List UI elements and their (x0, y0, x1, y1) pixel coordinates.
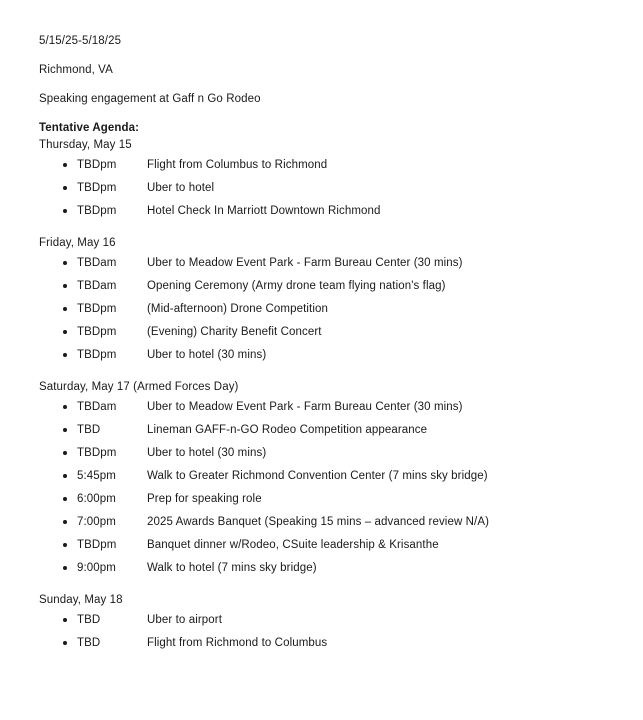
list-item (39, 302, 603, 316)
bullet-icon (63, 209, 67, 213)
day-block-saturday (39, 380, 603, 575)
list-item (39, 446, 603, 460)
bullet-icon (63, 474, 67, 478)
list-item (39, 492, 603, 506)
item-desc: 2025 Awards Banquet (Speaking 15 mins – advanced review N/A) (147, 516, 490, 528)
item-time: TBDpm (77, 539, 117, 551)
list-item (39, 181, 603, 195)
bullet-icon (63, 543, 67, 547)
item-time: TBDpm (77, 349, 117, 361)
item-time: TBDpm (77, 205, 117, 217)
list-item (39, 279, 603, 293)
list-item (39, 636, 603, 650)
day-block-sunday (39, 593, 603, 650)
list-item (39, 515, 603, 529)
day-items (39, 158, 603, 218)
item-time: TBD (77, 424, 101, 436)
bullet-icon (63, 520, 67, 524)
item-desc: Prep for speaking role (147, 493, 262, 505)
bullet-icon (63, 566, 67, 570)
item-time: TBDpm (77, 159, 117, 171)
list-item (39, 400, 603, 414)
list-item (39, 204, 603, 218)
list-item (39, 256, 603, 270)
item-time: TBDam (77, 280, 117, 292)
item-time: TBDpm (77, 303, 117, 315)
list-item (39, 469, 603, 483)
day-block-thursday (39, 138, 603, 218)
day-items (39, 256, 603, 362)
list-item (39, 348, 603, 362)
item-time: 6:00pm (77, 493, 116, 505)
day-title: Thursday, May 15 (39, 139, 132, 151)
item-desc: Flight from Columbus to Richmond (147, 159, 328, 171)
item-desc: Hotel Check In Marriott Downtown Richmond (147, 205, 381, 217)
item-time: TBDpm (77, 182, 117, 194)
list-item (39, 561, 603, 575)
item-desc: Uber to hotel (30 mins) (147, 349, 267, 361)
item-desc: (Mid-afternoon) Drone Competition (147, 303, 328, 315)
item-desc: Uber to airport (147, 614, 223, 626)
day-items (39, 400, 603, 575)
trip-dates: 5/15/25-5/18/25 (39, 35, 122, 47)
item-time: TBDam (77, 401, 117, 413)
item-desc: Opening Ceremony (Army drone team flying nation's flag) (147, 280, 446, 292)
day-title: Friday, May 16 (39, 237, 116, 249)
bullet-icon (63, 497, 67, 501)
list-item (39, 613, 603, 627)
list-item (39, 325, 603, 339)
bullet-icon (63, 330, 67, 334)
day-block-friday (39, 236, 603, 362)
item-desc: Uber to Meadow Event Park - Farm Bureau Center (30 mins) (147, 257, 463, 269)
item-desc: (Evening) Charity Benefit Concert (147, 326, 322, 338)
item-desc: Uber to Meadow Event Park - Farm Bureau Center (30 mins) (147, 401, 463, 413)
bullet-icon (63, 451, 67, 455)
item-time: TBDam (77, 257, 117, 269)
day-items (39, 613, 603, 650)
item-time: TBD (77, 637, 101, 649)
bullet-icon (63, 353, 67, 357)
bullet-icon (63, 307, 67, 311)
item-time: TBDpm (77, 326, 117, 338)
list-item (39, 158, 603, 172)
item-time: 7:00pm (77, 516, 116, 528)
bullet-icon (63, 405, 67, 409)
trip-purpose: Speaking engagement at Gaff n Go Rodeo (39, 93, 261, 105)
bullet-icon (63, 163, 67, 167)
day-title: Sunday, May 18 (39, 594, 123, 606)
agenda-heading: Tentative Agenda: (39, 122, 140, 134)
bullet-icon (63, 186, 67, 190)
item-desc: Walk to hotel (7 mins sky bridge) (147, 562, 317, 574)
bullet-icon (63, 428, 67, 432)
bullet-icon (63, 641, 67, 645)
item-desc: Flight from Richmond to Columbus (147, 637, 328, 649)
item-desc: Uber to hotel (147, 182, 215, 194)
item-time: TBD (77, 614, 101, 626)
item-time: 9:00pm (77, 562, 116, 574)
bullet-icon (63, 261, 67, 265)
item-desc: Uber to hotel (30 mins) (147, 447, 267, 459)
bullet-icon (63, 284, 67, 288)
trip-location: Richmond, VA (39, 64, 113, 76)
list-item (39, 423, 603, 437)
item-time: 5:45pm (77, 470, 116, 482)
day-title: Saturday, May 17 (Armed Forces Day) (39, 381, 239, 393)
bullet-icon (63, 618, 67, 622)
item-desc: Banquet dinner w/Rodeo, CSuite leadership & Krisanthe (147, 539, 439, 551)
list-item (39, 538, 603, 552)
item-desc: Walk to Greater Richmond Convention Center (7 mins sky bridge) (147, 470, 488, 482)
item-desc: Lineman GAFF-n-GO Rodeo Competition appearance (147, 424, 428, 436)
item-time: TBDpm (77, 447, 117, 459)
